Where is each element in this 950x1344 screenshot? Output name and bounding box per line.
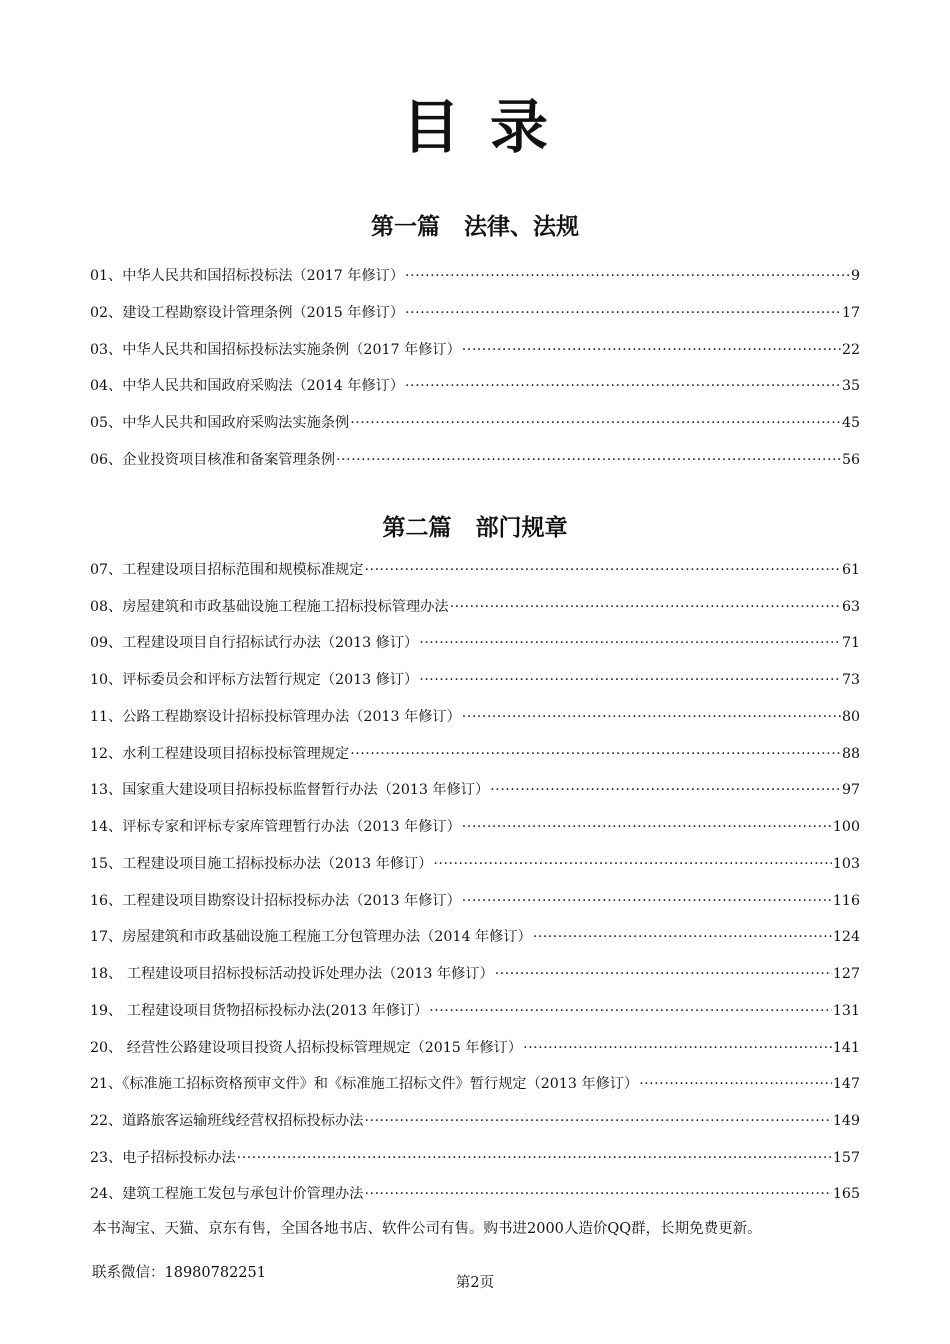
toc-entry-title: 15、工程建设项目施工招标投标办法（2013 年修订） xyxy=(90,856,433,872)
toc-entry-title: 02、建设工程勘察设计管理条例（2015 年修订） xyxy=(90,305,405,321)
toc-entry-page: 56 xyxy=(841,452,860,468)
toc-entry-page: 100 xyxy=(832,819,860,835)
page-number: 第2页 xyxy=(455,1275,495,1291)
toc-entry-title: 23、电子招标投标办法 xyxy=(90,1150,236,1166)
toc-entry[interactable] xyxy=(90,595,860,617)
dot-leader xyxy=(364,1111,831,1131)
dot-leader xyxy=(533,927,832,947)
toc-entry[interactable] xyxy=(90,1109,860,1131)
toc-entry-title: 18、 工程建设项目招标投标活动投诉处理办法（2013 年修订） xyxy=(90,966,494,982)
toc-entry[interactable] xyxy=(90,338,860,360)
part1-title xyxy=(0,212,950,242)
toc-entry-page: 35 xyxy=(841,378,860,394)
toc-entry[interactable] xyxy=(90,852,860,874)
toc-entry-page: 22 xyxy=(841,342,860,358)
dot-leader xyxy=(350,413,841,433)
toc-entry-page: 80 xyxy=(841,709,860,725)
toc-entry-title: 14、评标专家和评标专家库管理暂行办法（2013 年修订） xyxy=(90,819,461,835)
dot-leader xyxy=(639,1074,832,1094)
dot-leader xyxy=(462,707,841,727)
part2-title-name: 部门规章 xyxy=(475,514,568,541)
dot-leader xyxy=(350,744,841,764)
toc-entry-title: 13、国家重大建设项目招标投标监督暂行办法（2013 年修订） xyxy=(90,782,490,798)
toc-entry[interactable] xyxy=(90,1072,860,1094)
toc-entry-title: 06、企业投资项目核准和备案管理条例 xyxy=(90,452,336,468)
toc-entry[interactable] xyxy=(90,411,860,433)
dot-leader xyxy=(462,891,832,911)
dot-leader xyxy=(495,964,832,984)
toc-entry-page: 88 xyxy=(841,746,860,762)
toc-entry[interactable] xyxy=(90,668,860,690)
toc-entry-page: 45 xyxy=(841,415,860,431)
dot-leader xyxy=(405,266,850,286)
part2-title xyxy=(0,513,950,543)
toc-entry[interactable] xyxy=(90,925,860,947)
toc-entry-title: 03、中华人民共和国招标投标法实施条例（2017 年修订） xyxy=(90,342,461,358)
toc-entry-page: 116 xyxy=(832,893,860,909)
toc-entry[interactable] xyxy=(90,301,860,323)
dot-leader xyxy=(405,303,841,323)
toc-entry-page: 17 xyxy=(841,305,860,321)
dot-leader xyxy=(433,854,831,874)
dot-leader xyxy=(462,817,832,837)
toc-entry-title: 01、中华人民共和国招标投标法（2017 年修订） xyxy=(90,268,405,284)
dot-leader xyxy=(450,597,841,617)
toc-entry[interactable] xyxy=(90,631,860,653)
toc-entry-title: 04、中华人民共和国政府采购法（2014 年修订） xyxy=(90,378,405,394)
toc-entry-title: 10、评标委员会和评标方法暂行规定（2013 修订） xyxy=(90,672,419,688)
toc-entry[interactable] xyxy=(90,742,860,764)
toc-entry[interactable] xyxy=(90,264,860,286)
toc-entry-title: 21、《标准施工招标资格预审文件》和《标准施工招标文件》暂行规定（2013 年修订） xyxy=(90,1076,639,1092)
toc-entry[interactable] xyxy=(90,705,860,727)
toc-entry-page: 61 xyxy=(841,562,860,578)
dot-leader xyxy=(237,1148,832,1168)
toc-entry-title: 05、中华人民共和国政府采购法实施条例 xyxy=(90,415,350,431)
toc-entry-page: 124 xyxy=(832,929,860,945)
footer-note: 本书淘宝、天猫、京东有售，全国各地书店、软件公司有售。购书进2000人造价QQ群，长期免费更新。 xyxy=(92,1221,762,1237)
toc-entry-title: 09、工程建设项目自行招标试行办法（2013 修订） xyxy=(90,635,419,651)
toc-entry-page: 63 xyxy=(841,599,860,615)
page-title: 目录 xyxy=(401,93,578,161)
dot-leader xyxy=(419,670,841,690)
dot-leader xyxy=(405,376,841,396)
part2-title-number: 第二篇 xyxy=(382,514,452,541)
toc-entry-title: 20、 经营性公路建设项目投资人招标投标管理规定（2015 年修订） xyxy=(90,1040,523,1056)
toc-entry-page: 71 xyxy=(841,635,860,651)
toc-entry[interactable] xyxy=(90,999,860,1021)
toc-entry-title: 19、 工程建设项目货物招标投标办法(2013 年修订） xyxy=(90,1003,429,1019)
toc-entry[interactable] xyxy=(90,374,860,396)
toc-entry-title: 24、建筑工程施工发包与承包计价管理办法 xyxy=(90,1186,364,1202)
dot-leader xyxy=(364,1184,831,1204)
toc-entry[interactable] xyxy=(90,558,860,580)
toc-entry-page: 9 xyxy=(850,268,860,284)
dot-leader xyxy=(364,560,841,580)
toc-entry[interactable] xyxy=(90,1182,860,1204)
toc-entry-page: 73 xyxy=(841,672,860,688)
toc-entry-title: 17、房屋建筑和市政基础设施工程施工分包管理办法（2014 年修订） xyxy=(90,929,532,945)
toc-entry[interactable] xyxy=(90,962,860,984)
toc-entry-title: 07、工程建设项目招标范围和规模标准规定 xyxy=(90,562,364,578)
toc-entry-title: 16、工程建设项目勘察设计招标投标办法（2013 年修订） xyxy=(90,893,461,909)
toc-entry[interactable] xyxy=(90,889,860,911)
toc-entry-title: 22、道路旅客运输班线经营权招标投标办法 xyxy=(90,1113,364,1129)
toc-entry-page: 127 xyxy=(832,966,860,982)
toc-entry-title: 12、水利工程建设项目招标投标管理规定 xyxy=(90,746,350,762)
part1-title-name: 法律、法规 xyxy=(464,213,579,240)
dot-leader xyxy=(462,340,841,360)
toc-entry-page: 131 xyxy=(832,1003,860,1019)
toc-entry-page: 147 xyxy=(832,1076,860,1092)
footer-contact: 联系微信：18980782251 xyxy=(92,1265,266,1281)
toc-entry-title: 08、房屋建筑和市政基础设施工程施工招标投标管理办法 xyxy=(90,599,449,615)
dot-leader xyxy=(419,633,841,653)
dot-leader xyxy=(523,1038,832,1058)
toc-entry-page: 141 xyxy=(832,1040,860,1056)
toc-entry-title: 11、公路工程勘察设计招标投标管理办法（2013 年修订） xyxy=(90,709,461,725)
toc-entry[interactable] xyxy=(90,815,860,837)
dot-leader xyxy=(429,1001,832,1021)
toc-entry-page: 157 xyxy=(832,1150,860,1166)
toc-entry[interactable] xyxy=(90,1146,860,1168)
toc-entry[interactable] xyxy=(90,1036,860,1058)
toc-entry-page: 149 xyxy=(832,1113,860,1129)
part1-title-number: 第一篇 xyxy=(371,213,440,240)
toc-entry-page: 165 xyxy=(832,1186,860,1202)
toc-entry[interactable] xyxy=(90,778,860,800)
toc-entry[interactable] xyxy=(90,448,860,470)
toc-entry-page: 103 xyxy=(832,856,860,872)
dot-leader xyxy=(490,780,841,800)
toc-entry-page: 97 xyxy=(841,782,860,798)
dot-leader xyxy=(336,450,841,470)
